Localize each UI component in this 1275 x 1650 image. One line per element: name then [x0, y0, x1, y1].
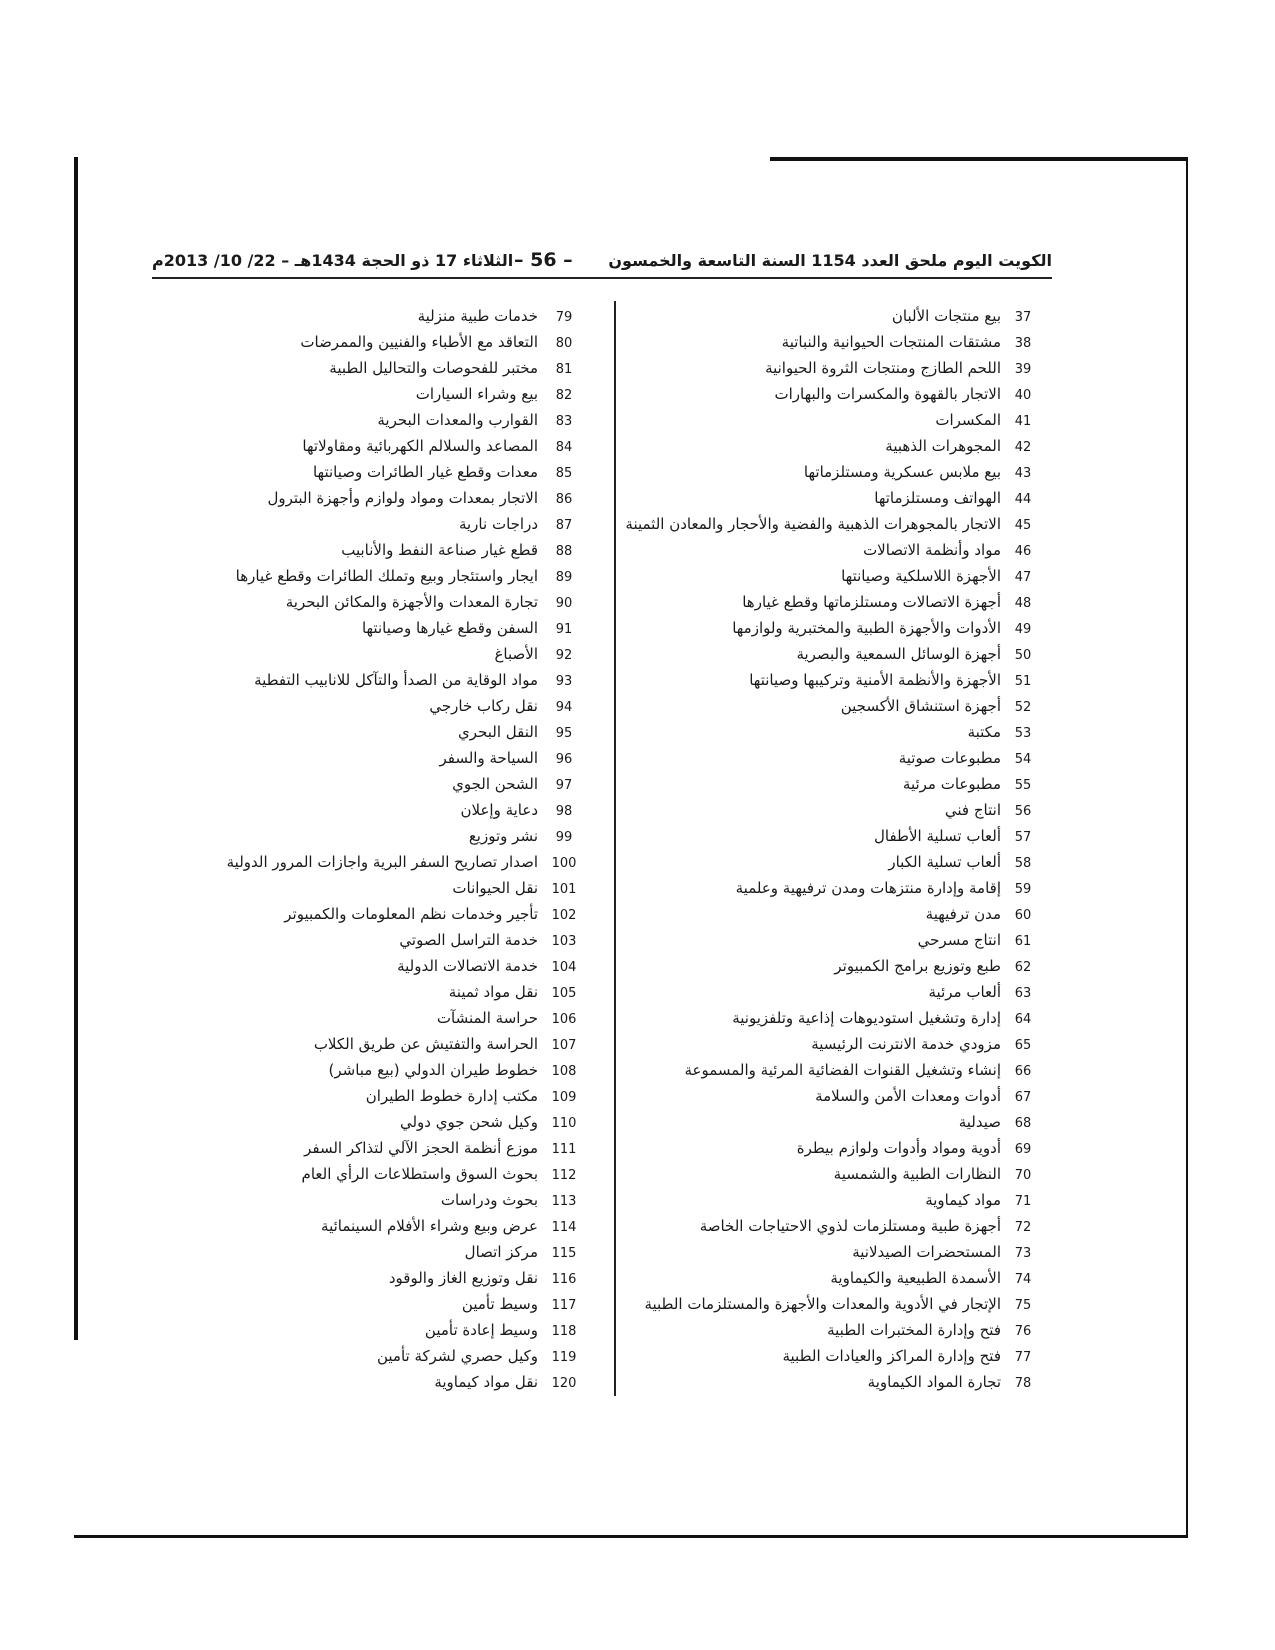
item-number: 115	[551, 1246, 577, 1261]
item-text: ألعاب مرئية	[928, 983, 1001, 1001]
item-number: 75	[1014, 1298, 1032, 1313]
header-rule	[152, 277, 1052, 279]
item-text: تأجير وخدمات نظم المعلومات والكمبيوتر	[284, 905, 538, 923]
item-text: بيع وشراء السيارات	[415, 385, 538, 403]
list-item	[645, 1083, 1045, 1109]
list-item	[645, 381, 1045, 407]
list-item	[180, 407, 590, 433]
item-number: 46	[1014, 544, 1032, 559]
item-number: 111	[551, 1142, 577, 1157]
item-number: 95	[555, 726, 573, 741]
item-text: ألعاب تسلية الأطفال	[873, 827, 1001, 845]
item-text: ألعاب تسلية الكبار	[888, 853, 1001, 871]
list-item	[645, 1369, 1045, 1395]
item-text: فتح وإدارة المراكز والعيادات الطبية	[782, 1347, 1001, 1365]
item-text: اللحم الطازج ومنتجات الثروة الحيوانية	[765, 359, 1001, 377]
item-number: 107	[551, 1038, 577, 1053]
item-number: 100	[551, 856, 577, 871]
list-item	[180, 1031, 590, 1057]
list-item	[645, 901, 1045, 927]
item-number: 60	[1014, 908, 1032, 923]
list-item	[645, 771, 1045, 797]
item-number: 101	[551, 882, 577, 897]
item-number: 87	[555, 518, 573, 533]
item-number: 39	[1014, 362, 1032, 377]
item-number: 53	[1014, 726, 1032, 741]
item-number: 57	[1014, 830, 1032, 845]
item-number: 85	[555, 466, 573, 481]
list-item	[645, 1291, 1045, 1317]
item-text: مدن ترفيهية	[925, 905, 1001, 923]
item-text: الحراسة والتفتيش عن طريق الكلاب	[313, 1035, 538, 1053]
list-item	[645, 1031, 1045, 1057]
item-number: 82	[555, 388, 573, 403]
item-number: 65	[1014, 1038, 1032, 1053]
list-item	[180, 589, 590, 615]
list-item	[180, 511, 590, 537]
item-text: اصدار تصاريح السفر البرية واجازات المرور الدولية	[226, 853, 538, 871]
list-item	[645, 1317, 1045, 1343]
item-number: 64	[1014, 1012, 1032, 1027]
item-text: نقل مواد كيماوية	[434, 1373, 538, 1391]
item-number: 55	[1014, 778, 1032, 793]
list-item	[645, 1161, 1045, 1187]
item-text: الاتجار بالمجوهرات الذهبية والفضية والأحجار والمعادن الثمينة	[625, 515, 1001, 533]
list-item	[180, 1343, 590, 1369]
list-item	[180, 1317, 590, 1343]
list-item	[645, 355, 1045, 381]
list-item	[645, 589, 1045, 615]
list-item	[180, 329, 590, 355]
list-item	[180, 381, 590, 407]
item-number: 51	[1014, 674, 1032, 689]
activity-list-left	[180, 303, 590, 1395]
item-text: مزودي خدمة الانترنت الرئيسية	[811, 1035, 1001, 1053]
list-item	[180, 1265, 590, 1291]
item-number: 73	[1014, 1246, 1032, 1261]
item-text: السفن وقطع غيارها وصيانتها	[361, 619, 538, 637]
item-text: الشحن الجوي	[452, 775, 538, 793]
item-number: 109	[551, 1090, 577, 1105]
item-text: السياحة والسفر	[439, 749, 538, 767]
item-number: 98	[555, 804, 573, 819]
item-number: 63	[1014, 986, 1032, 1001]
list-item	[180, 355, 590, 381]
item-text: انتاج فني	[944, 801, 1001, 819]
list-item	[645, 1239, 1045, 1265]
item-number: 72	[1014, 1220, 1032, 1235]
list-item	[180, 797, 590, 823]
item-text: مكتب إدارة خطوط الطيران	[365, 1087, 538, 1105]
item-text: أجهزة استنشاق الأكسجين	[840, 697, 1001, 715]
item-number: 81	[555, 362, 573, 377]
item-text: النظارات الطبية والشمسية	[833, 1165, 1001, 1183]
item-number: 105	[551, 986, 577, 1001]
item-text: الأدوات والأجهزة الطبية والمختبرية ولوازمها	[732, 619, 1001, 637]
item-number: 113	[551, 1194, 577, 1209]
item-number: 50	[1014, 648, 1032, 663]
scan-border-top	[770, 157, 1188, 161]
item-text: الأجهزة والأنظمة الأمنية وتركيبها وصيانتها	[749, 671, 1001, 689]
list-item	[180, 563, 590, 589]
list-item	[645, 641, 1045, 667]
list-item	[645, 485, 1045, 511]
item-text: نقل الحيوانات	[452, 879, 538, 897]
item-number: 37	[1014, 310, 1032, 325]
item-text: أجهزة الاتصالات ومستلزماتها وقطع غيارها	[742, 593, 1001, 611]
item-text: الأجهزة اللاسلكية وصيانتها	[841, 567, 1001, 585]
list-item	[645, 1005, 1045, 1031]
list-item	[180, 745, 590, 771]
item-number: 67	[1014, 1090, 1032, 1105]
item-number: 86	[555, 492, 573, 507]
item-number: 78	[1014, 1376, 1032, 1391]
item-text: وسيط تأمين	[461, 1295, 538, 1313]
list-item	[180, 537, 590, 563]
item-number: 104	[551, 960, 577, 975]
list-item	[180, 875, 590, 901]
item-text: المجوهرات الذهبية	[885, 437, 1001, 455]
item-number: 42	[1014, 440, 1032, 455]
item-number: 117	[551, 1298, 577, 1313]
item-number: 45	[1014, 518, 1032, 533]
list-item	[645, 1187, 1045, 1213]
list-item	[180, 901, 590, 927]
item-text: نقل ركاب خارجي	[429, 697, 538, 715]
item-text: المكسرات	[935, 411, 1001, 429]
item-text: صيدلية	[958, 1113, 1001, 1131]
list-item	[645, 329, 1045, 355]
item-text: مشتقات المنتجات الحيوانية والنباتية	[781, 333, 1001, 351]
item-text: فتح وإدارة المختبرات الطبية	[827, 1321, 1001, 1339]
list-item	[180, 771, 590, 797]
item-text: مواد كيماوية	[925, 1191, 1001, 1209]
item-number: 92	[555, 648, 573, 663]
list-item	[180, 485, 590, 511]
list-item	[645, 537, 1045, 563]
list-item	[645, 719, 1045, 745]
item-text: خطوط طيران الدولي (بيع مباشر)	[328, 1061, 538, 1079]
item-number: 61	[1014, 934, 1032, 949]
issue-date: الثلاثاء 17 ذو الحجة 1434هـ – 22/ 10/ 2013م	[152, 251, 514, 270]
list-item	[645, 953, 1045, 979]
list-item	[180, 1213, 590, 1239]
item-number: 108	[551, 1064, 577, 1079]
list-item	[180, 641, 590, 667]
list-item	[180, 979, 590, 1005]
item-number: 120	[551, 1376, 577, 1391]
list-item	[180, 615, 590, 641]
item-text: نشر وتوزيع	[468, 827, 538, 845]
item-number: 74	[1014, 1272, 1032, 1287]
list-item	[180, 1187, 590, 1213]
list-item	[180, 459, 590, 485]
list-item	[180, 1291, 590, 1317]
list-item	[645, 1265, 1045, 1291]
list-item	[180, 1239, 590, 1265]
item-text: بحوث السوق واستطلاعات الرأي العام	[301, 1165, 538, 1183]
item-text: مطبوعات صوتية	[898, 749, 1001, 767]
item-number: 49	[1014, 622, 1032, 637]
item-text: خدمة الاتصالات الدولية	[397, 957, 538, 975]
list-item	[645, 1343, 1045, 1369]
item-number: 77	[1014, 1350, 1032, 1365]
item-text: الاتجار بمعدات ومواد ولوازم وأجهزة البترول	[267, 489, 538, 507]
list-item	[180, 1135, 590, 1161]
item-text: إدارة وتشغيل استوديوهات إذاعية وتلفزيونية	[732, 1009, 1001, 1027]
item-number: 83	[555, 414, 573, 429]
item-number: 94	[555, 700, 573, 715]
item-text: أجهزة طبية ومستلزمات لذوي الاحتياجات الخاصة	[699, 1217, 1001, 1235]
item-text: معدات وقطع غيار الطائرات وصيانتها	[312, 463, 538, 481]
item-text: إقامة وإدارة منتزهات ومدن ترفيهية وعلمية	[735, 879, 1001, 897]
item-text: القوارب والمعدات البحرية	[377, 411, 538, 429]
list-item	[180, 1005, 590, 1031]
item-number: 62	[1014, 960, 1032, 975]
item-text: حراسة المنشآت	[436, 1009, 538, 1027]
item-number: 106	[551, 1012, 577, 1027]
list-item	[645, 797, 1045, 823]
scan-border-bottom	[74, 1535, 1188, 1538]
item-text: وكيل حصري لشركة تأمين	[376, 1347, 538, 1365]
item-number: 97	[555, 778, 573, 793]
item-number: 66	[1014, 1064, 1032, 1079]
item-number: 119	[551, 1350, 577, 1365]
item-number: 99	[555, 830, 573, 845]
item-text: أدوية ومواد وأدوات ولوازم بيطرة	[796, 1139, 1001, 1157]
item-text: مواد الوقاية من الصدأ والتآكل للانابيب التفطية	[254, 671, 538, 689]
item-number: 69	[1014, 1142, 1032, 1157]
item-text: وكيل شحن جوي دولي	[399, 1113, 538, 1131]
item-number: 110	[551, 1116, 577, 1131]
list-item	[180, 849, 590, 875]
list-item	[180, 823, 590, 849]
list-item	[180, 1057, 590, 1083]
list-item	[645, 563, 1045, 589]
list-item	[645, 1135, 1045, 1161]
item-text: نقل مواد ثمينة	[448, 983, 538, 1001]
item-text: الاتجار بالقهوة والمكسرات والبهارات	[774, 385, 1001, 403]
list-item	[645, 303, 1045, 329]
item-text: دعاية وإعلان	[460, 801, 538, 819]
item-number: 103	[551, 934, 577, 949]
list-item	[180, 719, 590, 745]
page-number: – 56 –	[514, 249, 573, 271]
activity-list-right	[625, 303, 1045, 1395]
item-text: تجارة المعدات والأجهزة والمكائن البحرية	[285, 593, 538, 611]
list-item	[180, 303, 590, 329]
item-number: 71	[1014, 1194, 1032, 1209]
item-number: 112	[551, 1168, 577, 1183]
item-text: تجارة المواد الكيماوية	[867, 1373, 1001, 1391]
item-text: عرض وبيع وشراء الأفلام السينمائية	[321, 1217, 538, 1235]
list-item	[645, 875, 1045, 901]
item-text: دراجات نارية	[458, 515, 538, 533]
item-number: 90	[555, 596, 573, 611]
item-text: موزع أنظمة الحجز الآلي لتذاكر السفر	[304, 1139, 538, 1157]
item-number: 89	[555, 570, 573, 585]
item-text: بيع ملابس عسكرية ومستلزماتها	[803, 463, 1001, 481]
item-number: 43	[1014, 466, 1032, 481]
list-item	[645, 433, 1045, 459]
item-number: 59	[1014, 882, 1032, 897]
item-text: التعاقد مع الأطباء والفنيين والممرضات	[300, 333, 538, 351]
item-text: الهواتف ومستلزماتها	[874, 489, 1001, 507]
item-number: 56	[1014, 804, 1032, 819]
item-number: 44	[1014, 492, 1032, 507]
list-item	[645, 459, 1045, 485]
item-text: خدمات طبية منزلية	[417, 307, 538, 325]
list-item	[645, 615, 1045, 641]
list-item	[645, 979, 1045, 1005]
item-text: أجهزة الوسائل السمعية والبصرية	[796, 645, 1001, 663]
item-number: 52	[1014, 700, 1032, 715]
item-number: 70	[1014, 1168, 1032, 1183]
item-number: 88	[555, 544, 573, 559]
item-number: 48	[1014, 596, 1032, 611]
item-text: ايجار واستئجار وبيع وتملك الطائرات وقطع غيارها	[235, 567, 538, 585]
item-number: 84	[555, 440, 573, 455]
item-text: النقل البحري	[458, 723, 538, 741]
column-divider	[614, 301, 616, 1396]
item-number: 68	[1014, 1116, 1032, 1131]
item-text: الأصباغ	[494, 645, 538, 663]
list-item	[180, 1161, 590, 1187]
list-item	[645, 667, 1045, 693]
list-item	[180, 1083, 590, 1109]
gazette-title: الكويت اليوم ملحق العدد 1154 السنة التاسعة والخمسون	[608, 251, 1052, 270]
item-text: انتاج مسرحي	[917, 931, 1001, 949]
list-item	[180, 927, 590, 953]
item-number: 96	[555, 752, 573, 767]
item-text: نقل وتوزيع الغاز والوقود	[388, 1269, 538, 1287]
list-item	[180, 667, 590, 693]
item-text: مواد وأنظمة الاتصالات	[863, 541, 1001, 559]
item-text: وسيط إعادة تأمين	[424, 1321, 538, 1339]
item-text: مختبر للفحوصات والتحاليل الطبية	[329, 359, 538, 377]
scan-border-left	[74, 157, 78, 1340]
item-number: 91	[555, 622, 573, 637]
list-item	[180, 1109, 590, 1135]
list-item	[645, 1213, 1045, 1239]
page-header	[152, 247, 1052, 275]
list-item	[645, 849, 1045, 875]
list-item	[180, 1369, 590, 1395]
item-text: بيع منتجات الألبان	[891, 307, 1001, 325]
item-text: إنشاء وتشغيل القنوات الفضائية المرئية والمسموعة	[684, 1061, 1001, 1079]
list-item	[180, 433, 590, 459]
list-item	[180, 693, 590, 719]
item-text: قطع غيار صناعة النفط والأنابيب	[341, 541, 538, 559]
list-item	[625, 511, 1045, 537]
list-item	[645, 927, 1045, 953]
item-text: أدوات ومعدات الأمن والسلامة	[815, 1087, 1001, 1105]
item-text: الإتجار في الأدوية والمعدات والأجهزة والمستلزمات الطبية	[644, 1295, 1001, 1313]
item-number: 41	[1014, 414, 1032, 429]
item-number: 54	[1014, 752, 1032, 767]
item-number: 80	[555, 336, 573, 351]
list-item	[645, 823, 1045, 849]
item-text: الأسمدة الطبيعية والكيماوية	[830, 1269, 1001, 1287]
item-text: مكتبة	[967, 723, 1001, 741]
item-text: خدمة التراسل الصوتي	[399, 931, 538, 949]
item-number: 114	[551, 1220, 577, 1235]
scan-border-right	[1186, 158, 1188, 1535]
item-text: مطبوعات مرئية	[902, 775, 1001, 793]
item-number: 79	[555, 310, 573, 325]
item-text: المستحضرات الصيدلانية	[852, 1243, 1001, 1261]
list-item	[645, 745, 1045, 771]
item-text: مركز اتصال	[464, 1243, 538, 1261]
item-number: 118	[551, 1324, 577, 1339]
item-number: 40	[1014, 388, 1032, 403]
item-number: 102	[551, 908, 577, 923]
item-text: بحوث ودراسات	[440, 1191, 538, 1209]
item-number: 38	[1014, 336, 1032, 351]
list-item	[645, 1057, 1045, 1083]
item-number: 47	[1014, 570, 1032, 585]
list-item	[645, 1109, 1045, 1135]
list-item	[645, 693, 1045, 719]
list-item	[180, 953, 590, 979]
item-text: المصاعد والسلالم الكهربائية ومقاولاتها	[302, 437, 538, 455]
item-number: 58	[1014, 856, 1032, 871]
item-number: 93	[555, 674, 573, 689]
list-item	[645, 407, 1045, 433]
item-number: 76	[1014, 1324, 1032, 1339]
item-text: طبع وتوزيع برامج الكمبيوتر	[834, 957, 1001, 975]
item-number: 116	[551, 1272, 577, 1287]
